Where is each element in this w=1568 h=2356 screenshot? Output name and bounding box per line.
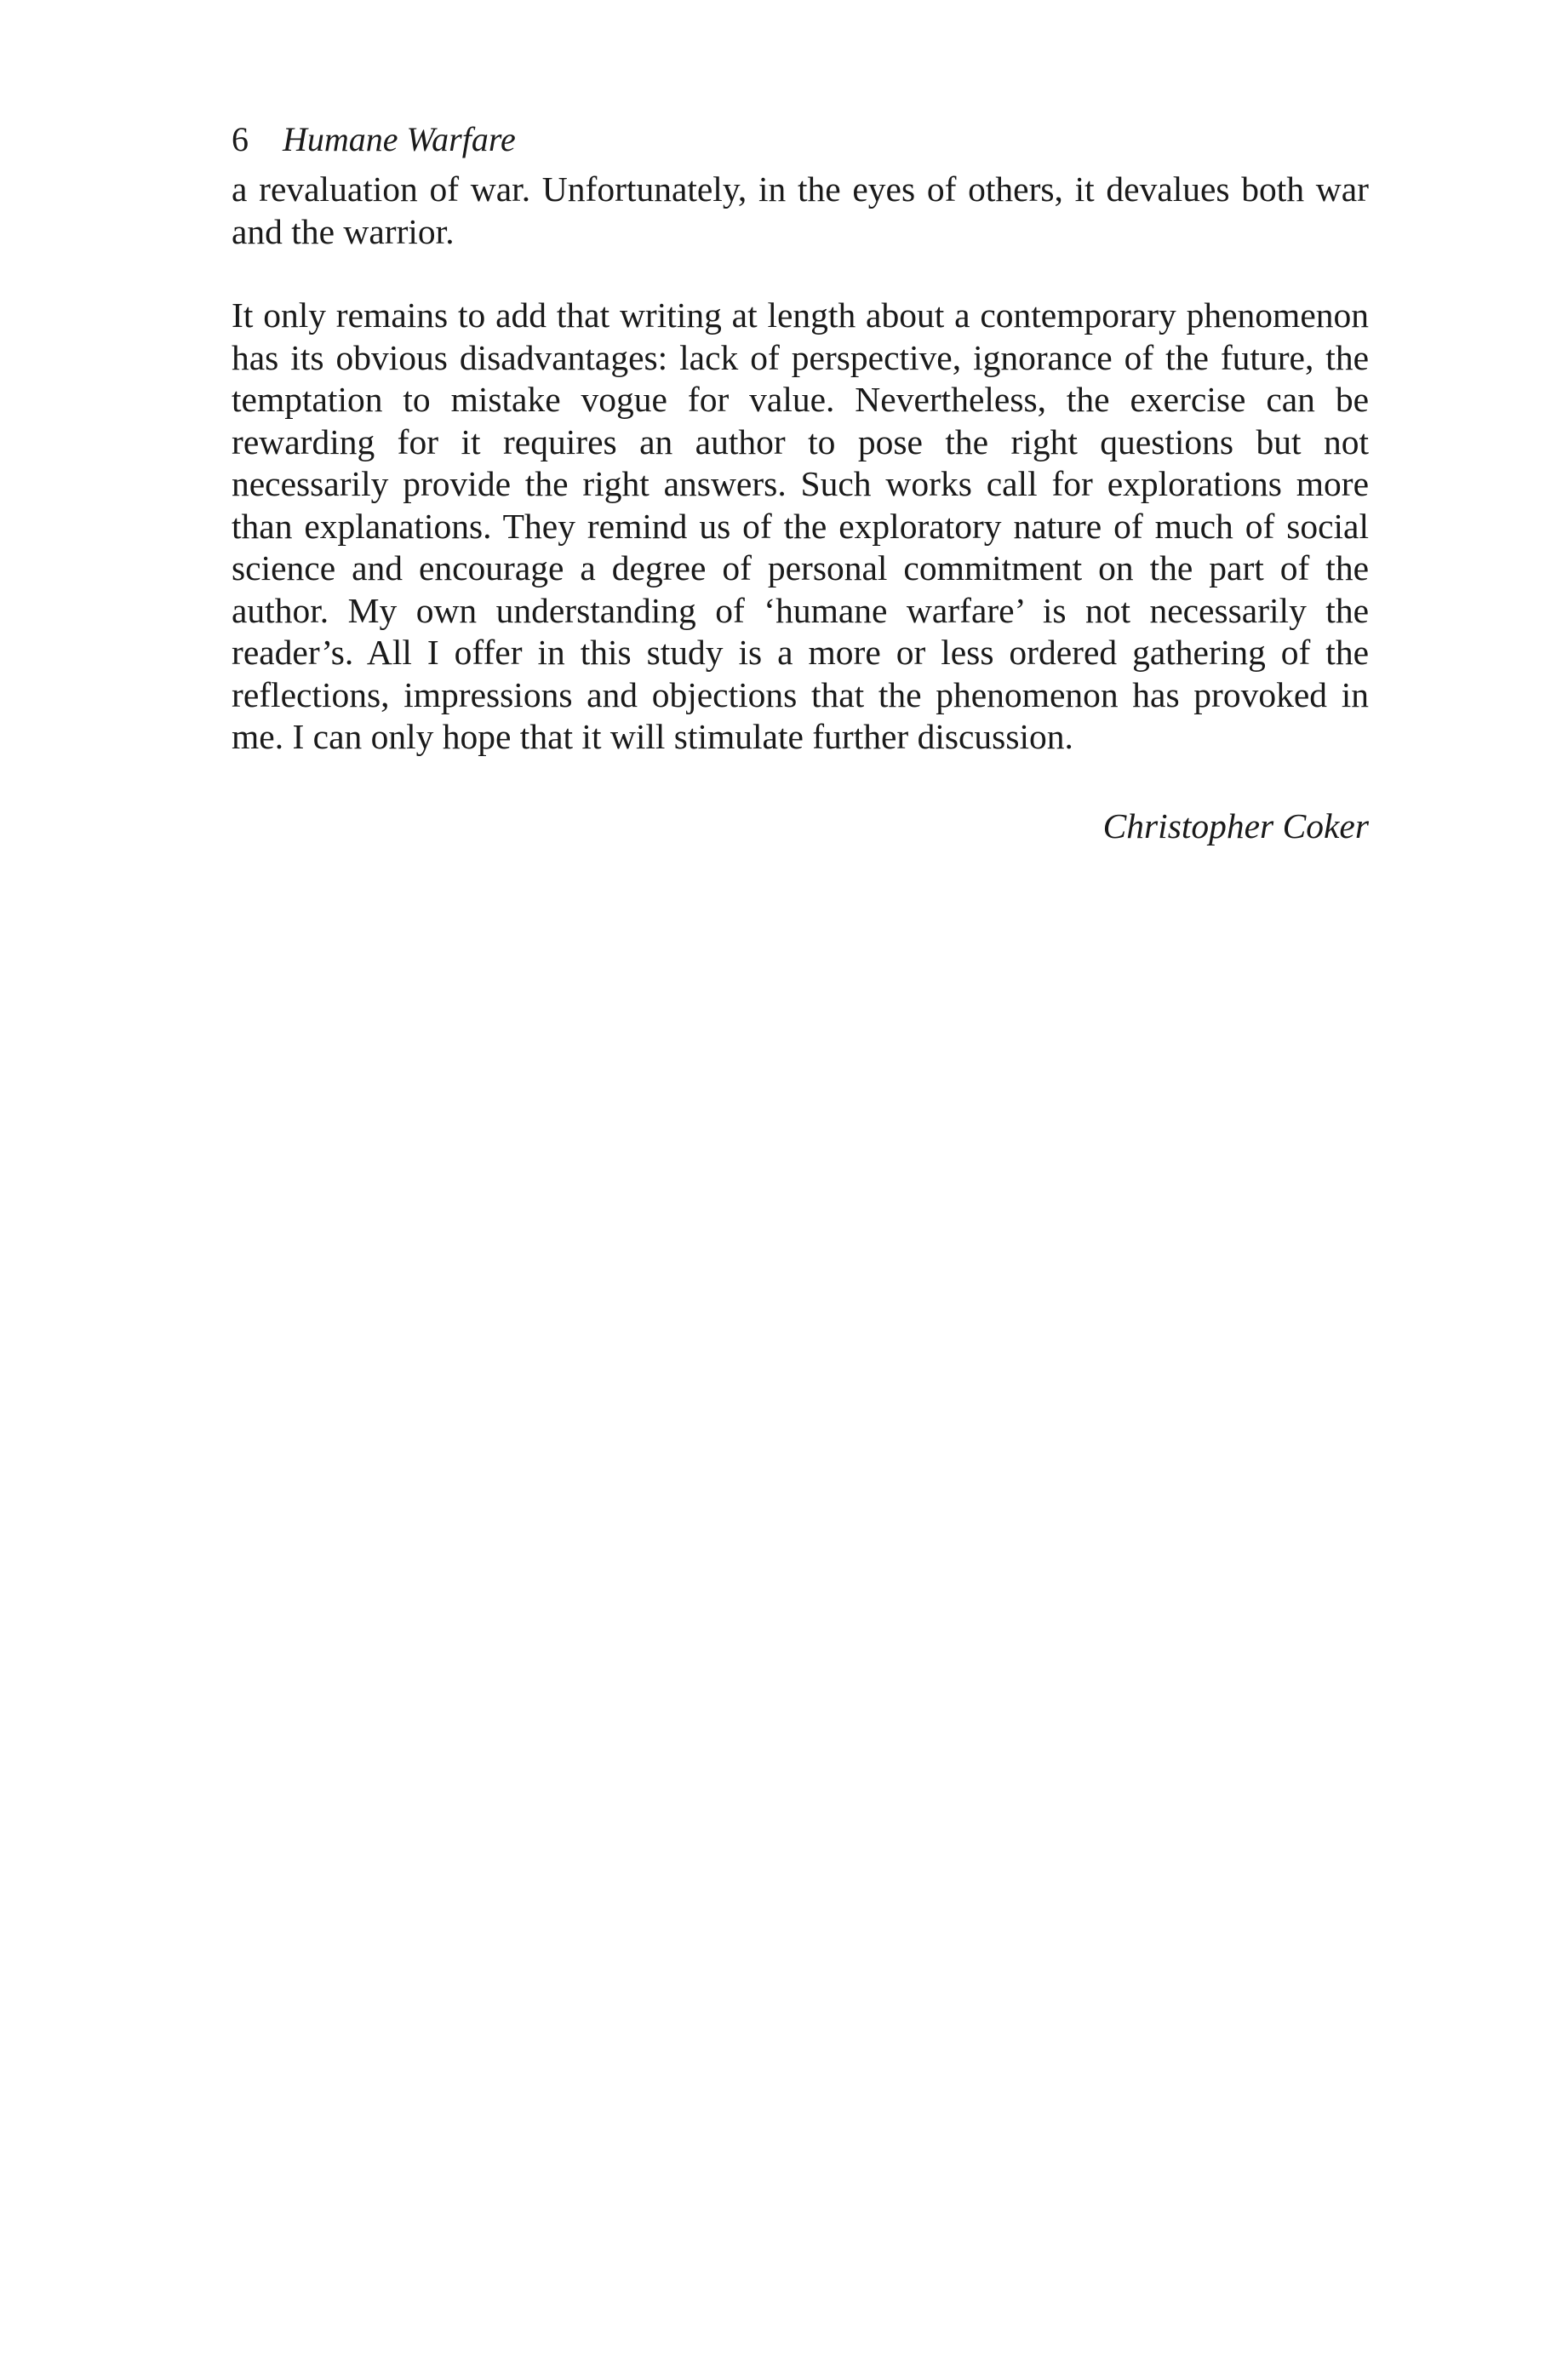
page-number: 6 — [232, 120, 249, 158]
running-head — [232, 111, 1369, 169]
paragraph-closing-remarks: It only remains to add that writing at length about a contemporary phenomenon has its obvious disadvantages: lack of perspective, ignorance of the future, the temptation to mistake vogue for value. Nevertheless, the exercise can be rewarding for it requires an author to pose the right questions but not necessarily provide the right answers. Such works call for explorations more than explanations. They remind us of the exploratory nature of much of social science and encourage a degree of personal commitment on the part of the author. My own understanding of ‘humane warfare’ is not necessarily the reader’s. All I offer in this study is a more or less ordered gathering of the reflections, impressions and objections that the phenomenon has provoked in me. I can only hope that it will stimulate further discussion. — [232, 295, 1369, 756]
book-page — [232, 111, 1369, 847]
book-title: Humane Warfare — [283, 120, 516, 158]
paragraph-continuation: a revaluation of war. Unfortunately, in the eyes of others, it devalues both war and the warrior. — [232, 169, 1369, 251]
author-signature: Christopher Coker — [1102, 805, 1369, 846]
